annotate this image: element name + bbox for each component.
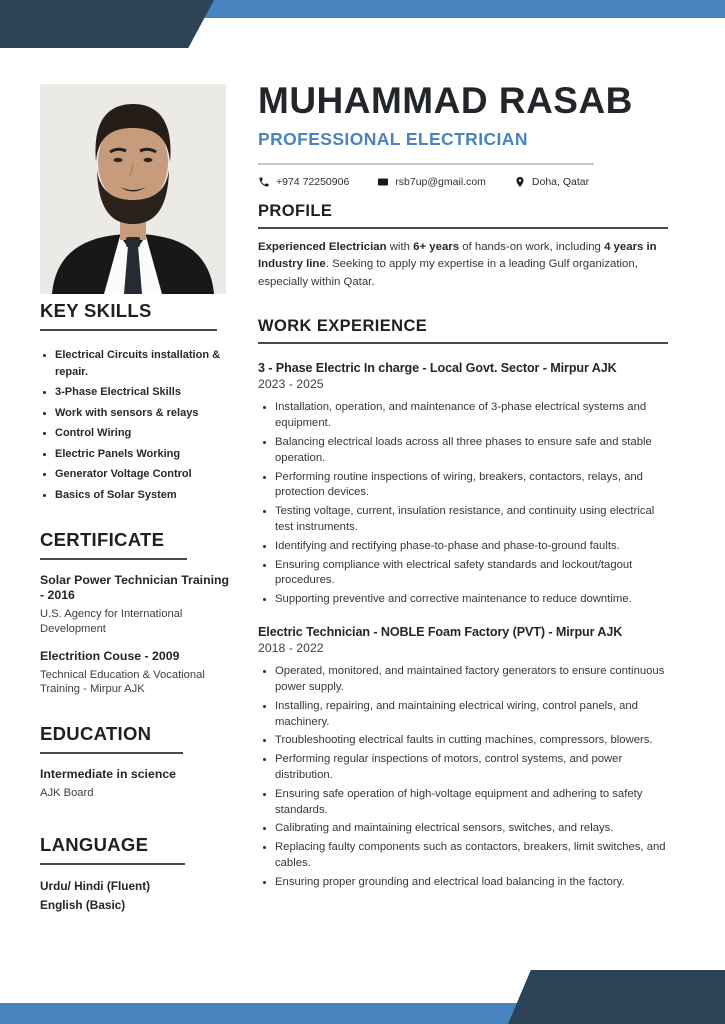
phone-icon (258, 176, 270, 188)
contact-row (258, 176, 670, 188)
certificate-title: Solar Power Technician Training - 2016 (40, 573, 230, 603)
education-section (40, 723, 232, 800)
contact-phone (258, 176, 349, 188)
job-bullet: • Ensuring proper grounding and electrical load balancing in the factory. (275, 875, 668, 891)
location-text: Doha, Qatar (531, 175, 590, 188)
job-bullet: • Installation, operation, and maintenance of 3-phase electrical systems and equipment. (275, 400, 668, 432)
certificate-section (40, 529, 232, 697)
job-title: 3 - Phase Electric In charge - Local Govt. Sector - Mirpur AJK (258, 361, 617, 376)
language-item: English (Basic) (40, 897, 126, 912)
phone-text: +974 72250906 (276, 175, 350, 188)
job-bullet: • Replacing faulty components such as contactors, breakers, limit switches, and cables. (275, 840, 668, 872)
main-column (258, 202, 668, 894)
key-skills-list (40, 347, 232, 503)
job-bullet: • Balancing electrical loads across all three phases to ensure safe and stable operation. (275, 435, 668, 467)
contact-email (377, 176, 486, 188)
header-divider (258, 163, 594, 165)
email-text: rsb7up@gmail.com (395, 175, 486, 188)
skill-item: • Basics of Solar System (55, 487, 232, 504)
skill-item: • Work with sensors & relays (55, 405, 232, 422)
language-heading: LANGUAGE (40, 834, 149, 856)
language-underline (40, 863, 185, 865)
certificate-heading: CERTIFICATE (40, 529, 165, 550)
work-experience-section (258, 317, 668, 890)
skill-item: • Generator Voltage Control (55, 466, 232, 483)
location-pin-icon (514, 176, 526, 188)
candidate-name: MUHAMMAD RASAB (258, 80, 633, 121)
job-bullet: • Testing voltage, current, insulation resistance, and continuity using electrical test instruments. (275, 504, 668, 536)
job-bullet: • Calibrating and maintaining electrical sensors, switches, and relays. (275, 821, 668, 837)
skill-item: • 3-Phase Electrical Skills (55, 384, 232, 401)
job-bullet: • Identifying and rectifying phase-to-phase and phase-to-ground faults. (275, 539, 668, 555)
job-bullet: • Operated, monitored, and maintained factory generators to ensure continuous power supply. (275, 664, 668, 696)
profile-section (258, 202, 668, 291)
work-experience-heading: WORK EXPERIENCE (258, 317, 428, 336)
job-bullet: • Troubleshooting electrical faults in cutting machines, compressors, blowers. (275, 733, 668, 749)
job-bullets (258, 400, 668, 608)
skill-item: • Electrical Circuits installation & repair. (55, 347, 232, 380)
job-bullets (258, 664, 668, 891)
skill-item: • Electric Panels Working (55, 446, 232, 463)
language-list (40, 877, 232, 914)
job-title: Electric Technician - NOBLE Foam Factory (PVT) - Mirpur AJK (258, 625, 623, 640)
job-bullet: • Installing, repairing, and maintaining electrical wiring, control panels, and machinery. (275, 699, 668, 731)
key-skills-heading: KEY SKILLS (40, 300, 152, 321)
job-entry (258, 361, 668, 608)
language-section (40, 834, 232, 914)
top-blue-band (188, 0, 725, 18)
bottom-blue-band (0, 1003, 540, 1024)
education-degree: Intermediate in science (40, 767, 177, 782)
envelope-icon (377, 176, 389, 188)
job-entry (258, 625, 668, 891)
bottom-navy-shape (508, 970, 725, 1024)
top-navy-shape (0, 0, 214, 48)
certificate-issuer: Technical Education & Vocational Training - Mirpur AJK (40, 668, 205, 696)
job-dates: 2023 - 2025 (258, 377, 324, 392)
profile-summary: Experienced Electrician with 6+ years of hands-on work, including 4 years in Industry line. Seeking to apply my expertise in a leading Gulf organization, especially within Qatar. (258, 241, 657, 288)
sidebar (40, 300, 232, 914)
portrait-illustration (40, 84, 226, 294)
education-underline (40, 752, 183, 754)
skill-item: • Control Wiring (55, 425, 232, 442)
profile-underline (258, 227, 668, 229)
work-experience-underline (258, 342, 668, 344)
certificate-issuer: U.S. Agency for International Development (40, 607, 183, 635)
education-heading: EDUCATION (40, 723, 152, 745)
certificate-title: Electrition Couse - 2009 (40, 649, 180, 664)
education-board: AJK Board (40, 786, 94, 799)
certificate-underline (40, 558, 187, 560)
job-bullet: • Supporting preventive and corrective maintenance to reduce downtime. (275, 592, 668, 608)
language-item: Urdu/ Hindi (Fluent) (40, 879, 151, 894)
job-bullet: • Ensuring safe operation of high-voltage equipment and adhering to safety standards. (275, 787, 668, 819)
job-bullet: • Ensuring compliance with electrical safety standards and lockout/tagout procedures. (275, 558, 668, 590)
header (258, 82, 670, 188)
job-dates: 2018 - 2022 (258, 641, 324, 656)
contact-location (514, 176, 589, 188)
key-skills-section (40, 300, 232, 503)
job-bullet: • Performing regular inspections of motors, control systems, and power distribution. (275, 752, 668, 784)
key-skills-underline (40, 329, 217, 331)
profile-photo (40, 84, 226, 294)
job-bullet: • Performing routine inspections of wiring, breakers, contactors, relays, and protection devices. (275, 470, 668, 502)
profile-heading: PROFILE (258, 202, 333, 220)
candidate-title: PROFESSIONAL ELECTRICIAN (258, 128, 528, 149)
